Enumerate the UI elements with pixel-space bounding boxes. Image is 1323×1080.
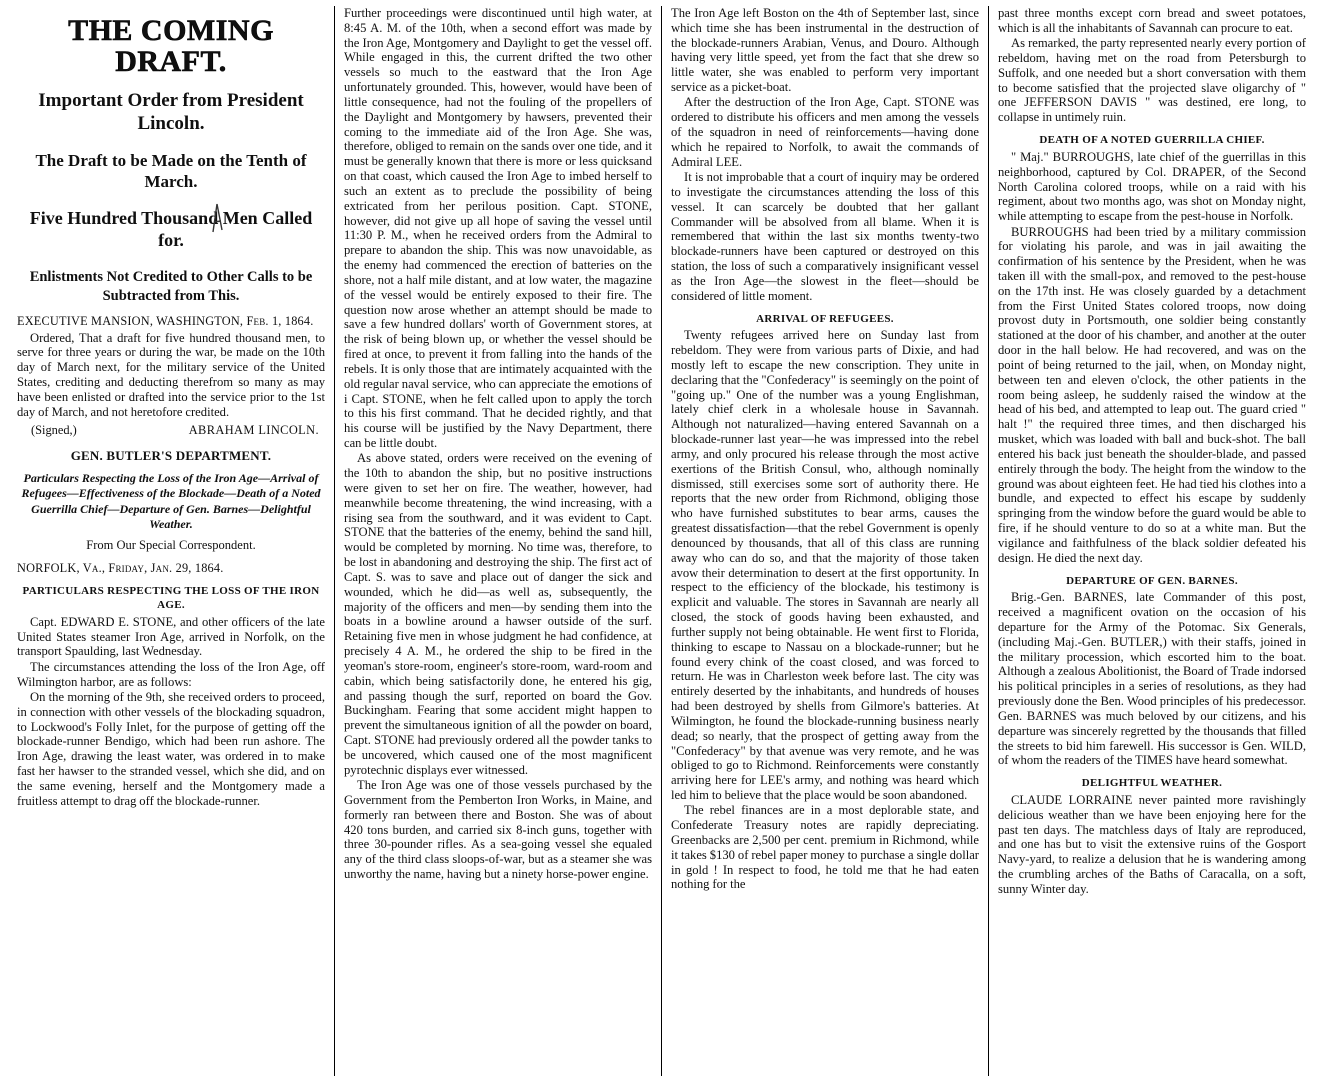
headline-deck-4: Enlistments Not Credited to Other Calls to be Subtracted from This. xyxy=(29,268,313,304)
paragraph: Twenty refugees arrived here on Sunday last from rebeldom. They were from various parts of Dixie, and had mostly left to escape the new conscription. They unite in declaring that the "Confederacy" is seemingly on the point of "going up." One of the number was a young Englishman, lately chief clerk in a wholesale house in Savannah. Although not naturalized—having entered Savannah on a blockade-runner last year—he was impressed into the rebel army, and only procured his release through the most active exertions of the British Consul, who, although nominally dismissed, still exercises some sort of authority there. He reports that the new order from Richmond, obliging those who have furnished substitutes to bear arms, causes the greatest dissatisfaction—that the rebel Government is openly denounced by thousands, that all of this class are running away who can do so, and that the majority of those taken avow their determination to desert at the first opportunity. In respect to the efficiency of the blockade, his testimony is explicit and valuable. The stores in Savannah are nearly all closed, the stock of goods having been exhausted, and further supply not being obtainable. He went first to Florida, thinking to escape to Nassau on a blockade-runner; but he found every chink of the coast closed, and was forced to return. He was in Charleston week before last. The city was entirely deserted by the inhabitants, and hundreds of houses had been destroyed by shells from Gilmore's batteries. At Wilmington, he found the blockade-running business nearly dead; so nearly, that the prospect of getting away from the "Confederacy" by that avenue was very remote, and he was obliged to go to Richmond. Reinforcements were constantly arriving here for LEE's army, and nothing was heard which led him to believe that the place would be soon abandoned. xyxy=(671,328,979,802)
section-head-weather: DELIGHTFUL WEATHER. xyxy=(1081,777,1223,790)
paragraph: After the destruction of the Iron Age, Capt. STONE was ordered to distribute his officers and men among the vessels of the squadron in need of reinforcements—having done which he repaired to Norfolk, to await the commands of Admiral LEE. xyxy=(671,95,979,169)
headline-deck-3: Five Hundred Thousand Men Called for. xyxy=(29,208,313,250)
paragraph: BURROUGHS had been tried by a military commission for violating his parole, and was in jail awaiting the confirmation of his sentence by the President, when he was taken ill with the small-pox, and removed to the pest-house on the 17th inst. He was closely guarded by a detachment from the First United States colored troops, now doing provost duty in Portsmouth, one soldier being constantly stationed at the door of his chamber, and another at the outer door in the hall below. He had recovered, and was on the point of being returned to the jail, when, on Monday night, between ten and eleven o'clock, the other patients in the room being asleep, he suddenly raised the window at the head of his bed, and attempted to leap out. The guard cried " halt !" the required three times, and then discharged his musket, which was loaded with ball and buck-shot. The ball entered his back just beneath the shoulder-blade, and passed entirely through the body. The height from the window to the ground was about eighteen feet. He had tied his clothes into a bundle, and expected to effect his escape by suddenly springing from the window before the guard would be able to fire, if he should venture to do so at a white man. But the vigilance and faithfulness of the black soldier defeated his design. He died the next day. xyxy=(998,224,1306,565)
column-2 xyxy=(334,6,661,1076)
paragraph: CLAUDE LORRAINE never painted more ravishingly delicious weather than we have been enjoying here for the past ten days. The matchless days of Italy are reproduced, and one has but to visit the extensive ruins of the Gosport Navy-yard, to realize a delusion that he is wandering among the crumbling arches of the Baths of Caracalla, on a soft, sunny Winter day. xyxy=(998,793,1306,896)
proclamation-body: Ordered, That a draft for five hundred thousand men, to serve for three years or during the war, be made on the 10th day of March next, for the military service of the United States, crediting and deducting therefrom so many as may have been enlisted or drafted into the service prior to the 1st day of March, and not heretofore credited. xyxy=(17,330,325,419)
column-4 xyxy=(988,6,1315,1076)
paragraph: The Iron Age was one of those vessels purchased by the Government from the Pemberton Iron Works, in Maine, and formerly ran between there and Boston. She was of about 420 tons burden, and carried six 8-inch guns, together with three 30-pounder rifles. As a sea-going vessel she equaled any of the third class sloops-of-war, but as a steamer she was unworthy the name, having but a ninety horse-power engine. xyxy=(344,778,652,882)
proclamation-dateline: EXECUTIVE MANSION, WASHINGTON, Feb. 1, 1864. xyxy=(17,313,314,328)
paragraph: The Iron Age left Boston on the 4th of September last, since which time she has been instrumental in the destruction of the blockade-runners Arabian, Venus, and Douro. Although having very little speed, yet from the fact that she drew so little water, she was enabled to perform very important service as a picket-boat. xyxy=(671,6,979,95)
section-head-barnes: DEPARTURE OF GEN. BARNES. xyxy=(1066,574,1238,587)
column-3 xyxy=(661,6,988,1076)
butler-subhead: Particulars Respecting the Loss of the Iron Age—Arrival of Refugees—Effectiveness of the Blockade—Death of a Noted Guerrilla Chief—Departure of Gen. Barnes—Delightful Weather. xyxy=(21,470,321,531)
correspondent-note: From Our Special Correspondent. xyxy=(86,538,256,553)
section-head-guerrilla: DEATH OF A NOTED GUERRILLA CHIEF. xyxy=(1039,134,1265,147)
paragraph: Further proceedings were discontinued until high water, at 8:45 A. M. of the 10th, when a second effort was made by the Iron Age, Montgomery and Daylight to get the vessel off. While engaged in this, the current drifted the two other vessels so much to the eastward that the Iron Age unfortunately grounded. This, however, would have been of little consequence, had not the fouling of the propellers of the Daylight and Montgomery by hawsers, prevented their coming to the immediate aid of the Iron Age. She was, therefore, obliged to remain on the sands over one tide, and it must be generally known that there is more or less quicksand on that coast, which caused the Iron Age to imbed herself to such an extent as to preclude the possibility of being extricated from her perilous position. Capt. STONE, however, did not give up all hope of saving the vessel until 11:30 P. M., when he received orders from the Admiral to prepare to abandon the ship. This was now unavoidable, as the enemy had commenced the erection of batteries on the shore, not a half mile distant, and at low water, the magazine of the vessel would be entirely exposed to their fire. The question now arose whether an attempt should be made to save a few hundred dollars' worth of Government stores, at the risk of being blown up, or whether the vessel should be fired at once, to prevent it from falling into the hands of the rebels. It is only those that are intimately acquainted with the old regular naval service, who can appreciate the emotions of i Capt. STONE, when he felt called upon to apply the torch to this his first command. That he decided rightly, and that his course will be justified by the Navy Department, there can be little doubt. xyxy=(344,6,652,451)
headline-deck-1: Important Order from President Lincoln. xyxy=(38,90,304,135)
paragraph: The rebel finances are in a most deplorable state, and Confederate Treasury notes are rapidly depreciating. Greenbacks are 2,500 per cent. premium in Richmond, while it takes $130 of rebel paper money to purchase a single dollar in gold ! In respect to food, he told me that he had eaten nothing for the xyxy=(671,803,979,892)
paragraph: Brig.-Gen. BARNES, late Commander of this post, received a magnificent ovation on the occasion of his departure for the Army of the Potomac. Six Generals, (including Maj.-Gen. BUTLER,) with their staffs, joined in the military procession, which escorted him to the boat. Although a zealous Abolitionist, the Board of Trade indorsed his political principles in a series of resolutions, as they had previously done the Ben. Wood principles of his predecessor. Gen. BARNES was much beloved by our citizens, and his departure was sincerely regretted by the thousands that filled the streets to bid him farewell. His successor is Gen. WILD, of whom the readers of the TIMES have heard somewhat. xyxy=(998,590,1306,768)
paragraph: " Maj." BURROUGHS, late chief of the guerrillas in this neighborhood, captured by Col. DRAPER, of the Second North Carolina colored troops, while on a raid with his regiment, about two months ago, was shot on Monday night, while attempting to escape from the pest-house in Norfolk. xyxy=(998,149,1306,224)
headline-main: THE COMING DRAFT. xyxy=(68,14,274,78)
paragraph: Capt. EDWARD E. STONE, and other officers of the late United States steamer Iron Age, arrived in Norfolk, on the transport Spaulding, last Wednesday. xyxy=(17,614,325,659)
butler-dateline: NORFOLK, Va., Friday, Jan. 29, 1864. xyxy=(17,561,224,576)
proclamation-signature xyxy=(17,423,325,438)
paragraph: past three months except corn bread and sweet potatoes, which is all the inhabitants of Savannah can procure to eat. xyxy=(998,6,1306,35)
section-head-iron-age: PARTICULARS RESPECTING THE LOSS OF THE IRON AGE. xyxy=(22,585,320,612)
paragraph: The circumstances attending the loss of the Iron Age, off Wilmington harbor, are as follows: xyxy=(17,659,325,689)
paragraph: On the morning of the 9th, she received orders to proceed, in connection with other vessels of the blockading squadron, to Lockwood's Folly Inlet, for the purpose of getting off the blockade-runner Bendigo, which had been run ashore. The Iron Age, drawing the least water, was ordered in to make fast her hawser to the stranded vessel, which she did, and on the same evening, herself and the Montgomery made a fruitless attempt to drag off the blockade-runner. xyxy=(17,689,325,808)
paragraph: It is not improbable that a court of inquiry may be ordered to investigate the circumstances attending the loss of this vessel. It can scarcely be doubted that her gallant Commander will be absolved from all blame. When it is remembered that within the last six months twenty-two blockade-runners have been captured or destroyed on this station, the loss of such a comparatively insignificant vessel as the Iron Age—the slowest in the fleet—should be considered of little moment. xyxy=(671,170,979,303)
column-1 xyxy=(8,6,334,1076)
headline-deck-2: The Draft to be Made on the Tenth of March. xyxy=(35,150,307,191)
section-head-butler: GEN. BUTLER'S DEPARTMENT. xyxy=(70,447,272,463)
section-head-refugees: ARRIVAL OF REFUGEES. xyxy=(756,312,894,325)
signer-name: ABRAHAM LINCOLN. xyxy=(188,422,319,437)
paragraph: As above stated, orders were received on the evening of the 10th to abandon the ship, but no positive instructions were given to set her on fire. The weather, however, had meanwhile become threatening, the wind increasing, with a rising sea from the southward, and it was evident to Capt. STONE that the batteries of the enemy, behind the sand hill, would be completed by morning. No time was, therefore, to be lost in abandoning and destroying the ship. The first act of Capt. S. was to save and place out of danger the sick and wounded, which he did—as well as, subsequently, the majority of the officers and men—by sending them into the boats in a bowline around a hawser outside of the surf. Retaining five men in whose judgment he had confidence, at precisely 4 A. M., he ordered the ship to be fired in the yeoman's store-room, engineer's store-room, ward-room and cabin, which being satisfactorily done, he entered his gig, and passing though the surf, reported on board the Gov. Buckingham. Fearing that some accident might happen to prevent the simultaneous ignition of all the powder on board, Capt. STONE had previously ordered all the powder tanks to be uncovered, which caused one of the most magnificent pyrotechnic displays ever witnessed. xyxy=(344,451,652,777)
signed-label: (Signed,) xyxy=(31,422,77,437)
paragraph: As remarked, the party represented nearly every portion of rebeldom, having met on the road from Petersburgh to Suffolk, and one needed but a short conversation with them to become satisfied that the projected slave oligarchy of " one JEFFERSON DAVIS " was destined, ere long, to collapse in untimely ruin. xyxy=(998,36,1306,125)
